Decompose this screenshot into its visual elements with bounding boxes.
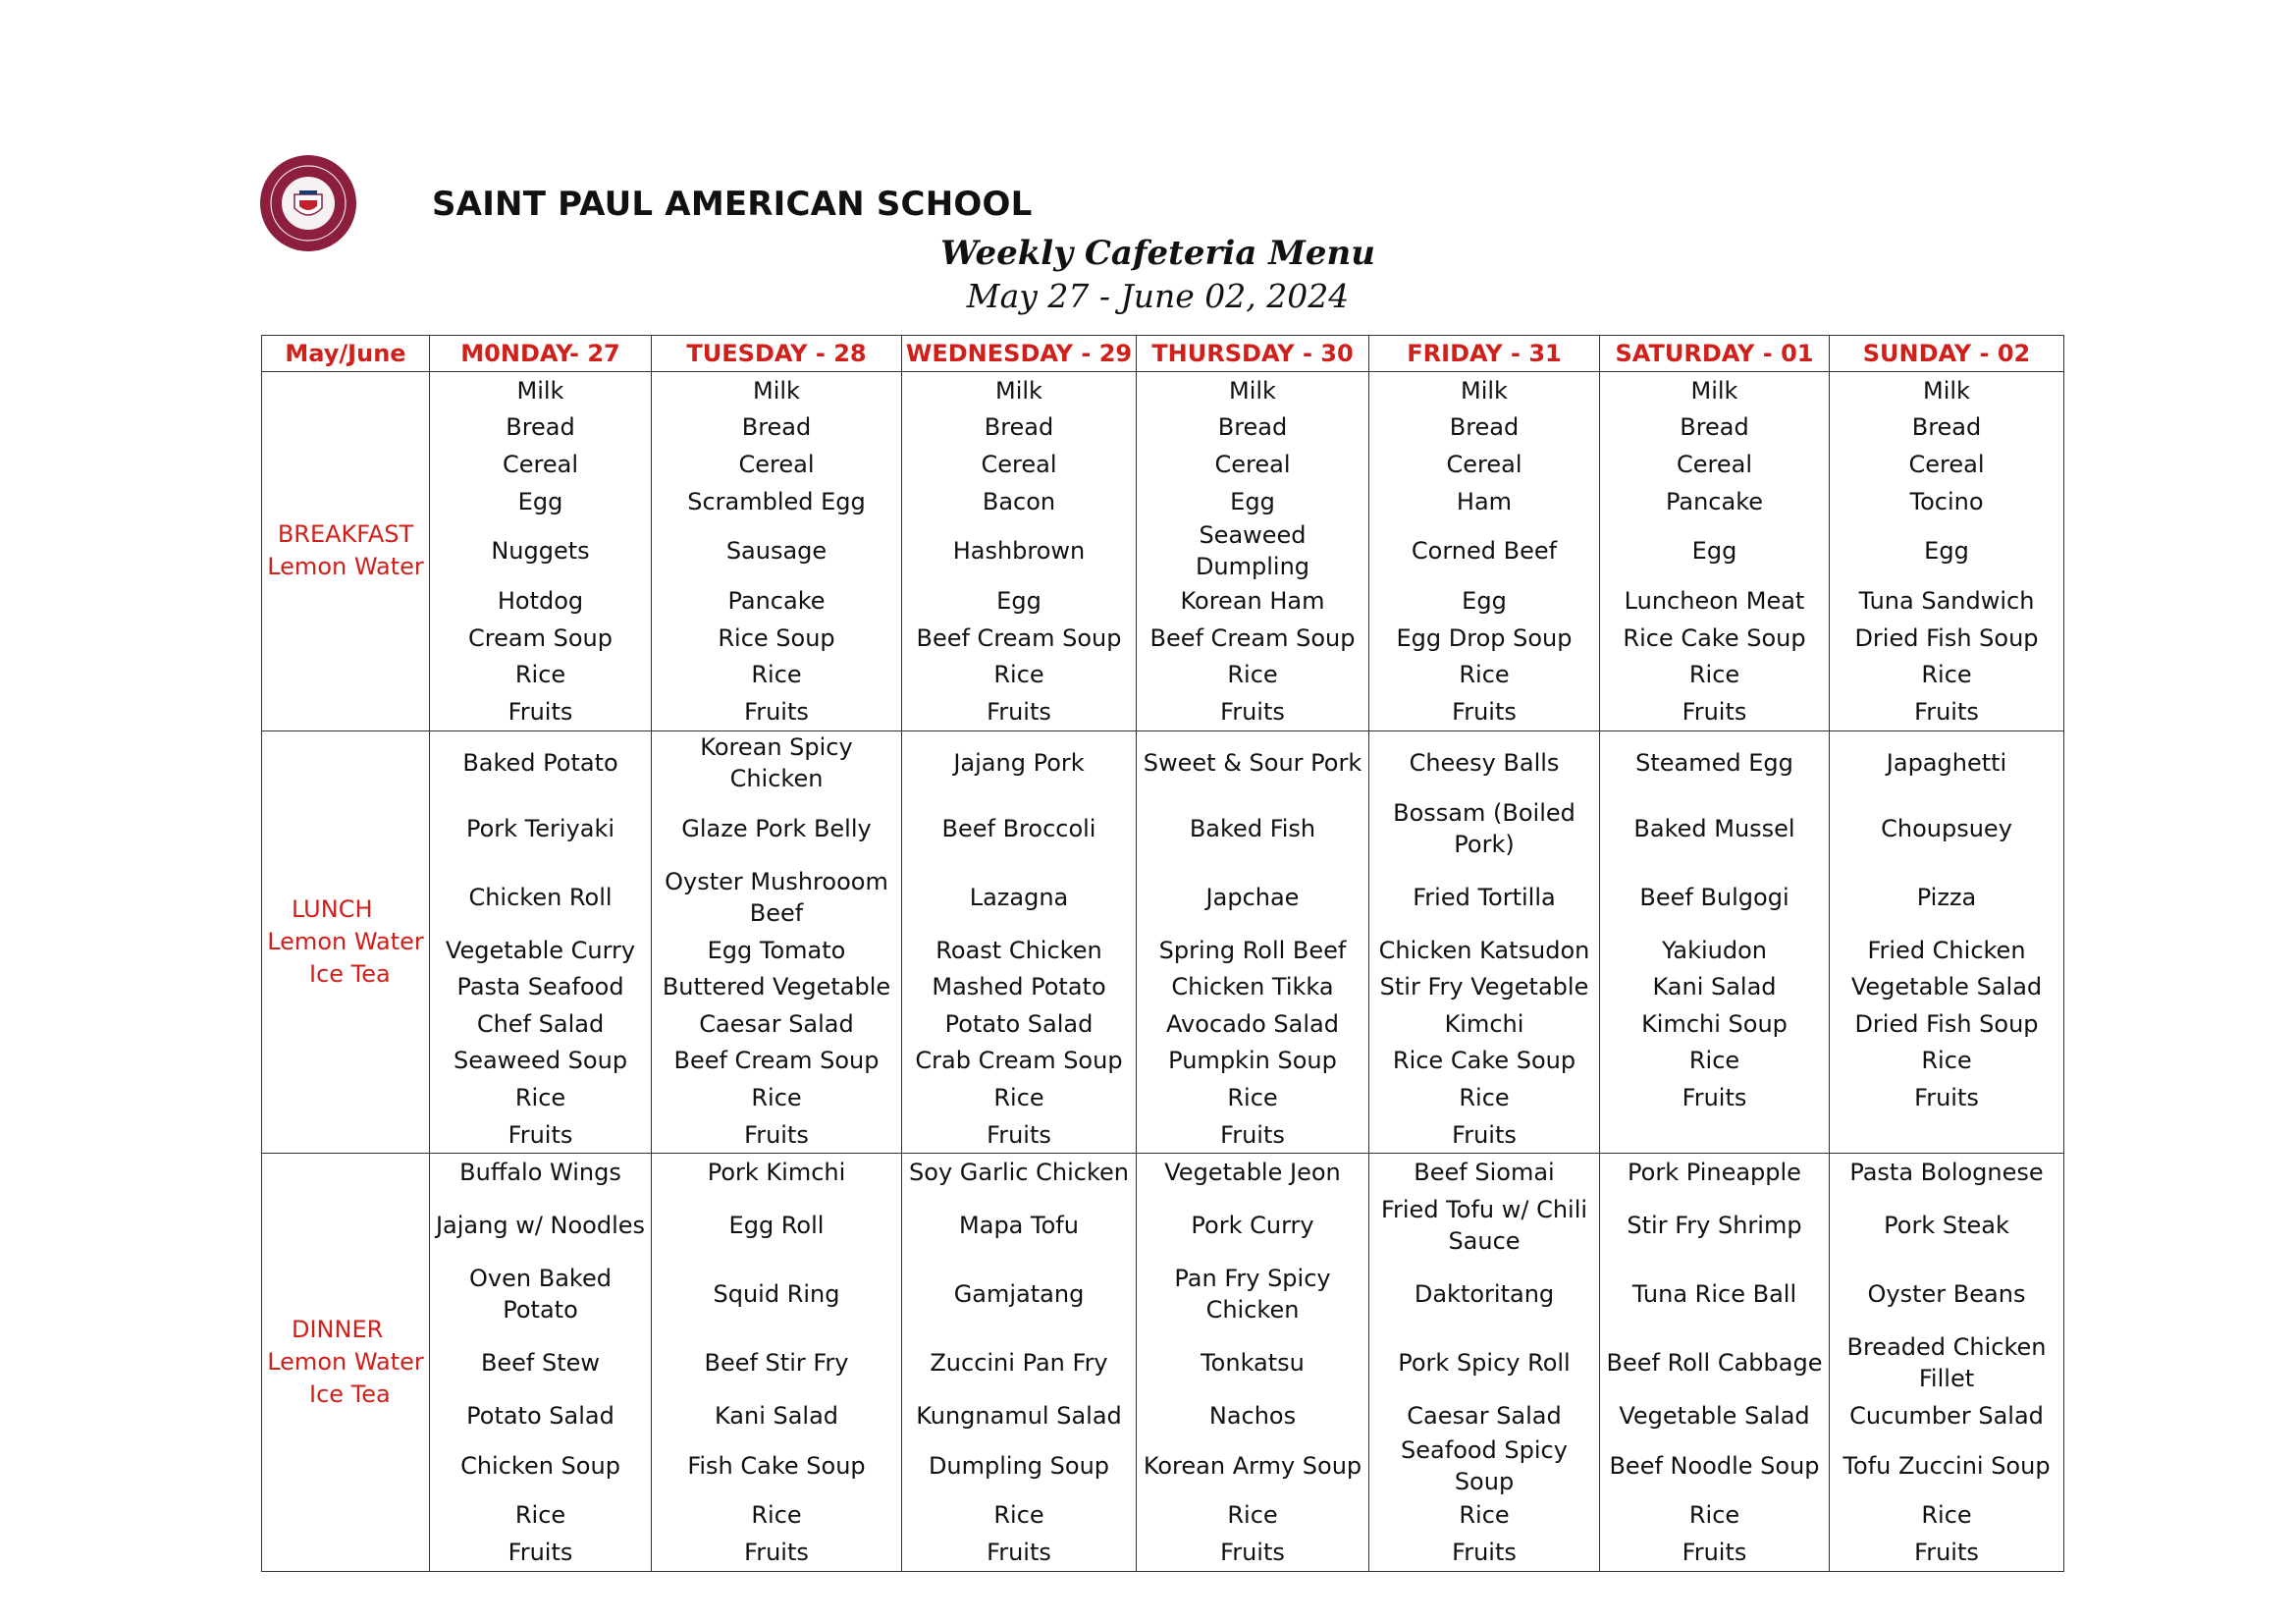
- menu-item: Pasta Bolognese: [1830, 1154, 2064, 1191]
- menu-item: Fruits: [902, 1534, 1137, 1571]
- menu-item: Crab Cream Soup: [902, 1043, 1137, 1080]
- menu-item: Egg Roll: [652, 1191, 902, 1260]
- menu-item: Sausage: [652, 519, 902, 582]
- menu-item: Korean Army Soup: [1137, 1434, 1369, 1497]
- menu-item: Rice: [1830, 657, 2064, 694]
- menu-item: Chicken Soup: [430, 1434, 652, 1497]
- lunch-label: [262, 730, 430, 1154]
- menu-item: Fruits: [652, 1534, 902, 1571]
- menu-item: Fruits: [652, 693, 902, 730]
- menu-item: Rice: [902, 657, 1137, 694]
- menu-item: Pumpkin Soup: [1137, 1043, 1369, 1080]
- menu-item: Beef Siomai: [1369, 1154, 1600, 1191]
- menu-item: Seaweed Dumpling: [1137, 519, 1369, 582]
- menu-item: Vegetable Curry: [430, 932, 652, 969]
- menu-item: Egg: [1137, 483, 1369, 520]
- menu-item: Vegetable Jeon: [1137, 1154, 1369, 1191]
- menu-row: [262, 932, 2064, 969]
- menu-row: [262, 794, 2064, 863]
- menu-item: Cereal: [652, 446, 902, 483]
- menu-item: Soy Garlic Chicken: [902, 1154, 1137, 1191]
- menu-item: Ham: [1369, 483, 1600, 520]
- menu-item: Seafood Spicy Soup: [1369, 1434, 1600, 1497]
- menu-item: Bread: [430, 409, 652, 447]
- menu-item: Bread: [902, 409, 1137, 447]
- menu-item: Caesar Salad: [1369, 1397, 1600, 1434]
- menu-item: Seaweed Soup: [430, 1043, 652, 1080]
- menu-row: [262, 620, 2064, 657]
- menu-item: Beef Noodle Soup: [1600, 1434, 1830, 1497]
- menu-item: Breaded Chicken Fillet: [1830, 1328, 2064, 1397]
- menu-item: Pork Kimchi: [652, 1154, 902, 1191]
- menu-item: Fish Cake Soup: [652, 1434, 902, 1497]
- menu-item: Cereal: [1600, 446, 1830, 483]
- menu-item: [1830, 1116, 2064, 1154]
- menu-item: Avocado Salad: [1137, 1005, 1369, 1043]
- menu-item: Cheesy Balls: [1369, 730, 1600, 794]
- menu-item: Sweet & Sour Pork: [1137, 730, 1369, 794]
- menu-item: [1600, 1116, 1830, 1154]
- menu-item: Kimchi Soup: [1600, 1005, 1830, 1043]
- menu-item: Rice Cake Soup: [1369, 1043, 1600, 1080]
- menu-item: Glaze Pork Belly: [652, 794, 902, 863]
- menu-item: Tocino: [1830, 483, 2064, 520]
- menu-item: Rice: [902, 1497, 1137, 1535]
- day-header: THURSDAY - 30: [1137, 336, 1369, 372]
- menu-item: Fruits: [430, 1534, 652, 1571]
- menu-row: [262, 693, 2064, 730]
- menu-item: Egg: [1369, 582, 1600, 620]
- menu-item: Rice: [1830, 1497, 2064, 1535]
- menu-item: Rice: [1369, 1079, 1600, 1116]
- menu-row: [262, 1434, 2064, 1497]
- menu-item: Pork Steak: [1830, 1191, 2064, 1260]
- day-header: SATURDAY - 01: [1600, 336, 1830, 372]
- menu-title: Weekly Cafeteria Menu: [940, 234, 1375, 273]
- lunch-label-line: Ice Tea: [309, 960, 391, 989]
- menu-item: Pork Curry: [1137, 1191, 1369, 1260]
- table-header-row: [262, 336, 2064, 372]
- menu-item: Rice Soup: [652, 620, 902, 657]
- menu-row: [262, 409, 2064, 447]
- menu-dates: May 27 - June 02, 2024: [966, 277, 1350, 315]
- menu-item: Zuccini Pan Fry: [902, 1328, 1137, 1397]
- menu-row: [262, 968, 2064, 1005]
- menu-row: [262, 519, 2064, 582]
- menu-item: Beef Roll Cabbage: [1600, 1328, 1830, 1397]
- day-header: FRIDAY - 31: [1369, 336, 1600, 372]
- breakfast-label-line: Lemon Water: [267, 553, 424, 581]
- breakfast-label-line: BREAKFAST: [277, 520, 414, 549]
- dinner-label-line: DINNER: [292, 1316, 384, 1343]
- menu-item: Rice: [1600, 1497, 1830, 1535]
- menu-item: Kimchi: [1369, 1005, 1600, 1043]
- menu-item: Vegetable Salad: [1830, 968, 2064, 1005]
- menu-item: Choupsuey: [1830, 794, 2064, 863]
- menu-item: Kani Salad: [1600, 968, 1830, 1005]
- menu-item: Stir Fry Shrimp: [1600, 1191, 1830, 1260]
- menu-item: Egg: [902, 582, 1137, 620]
- menu-item: Rice: [652, 657, 902, 694]
- menu-item: Pork Spicy Roll: [1369, 1328, 1600, 1397]
- menu-item: Fruits: [1137, 1534, 1369, 1571]
- menu-item: Baked Mussel: [1600, 794, 1830, 863]
- menu-item: Hotdog: [430, 582, 652, 620]
- menu-item: Rice Cake Soup: [1600, 620, 1830, 657]
- menu-item: Egg: [1830, 519, 2064, 582]
- menu-row: [262, 1116, 2064, 1154]
- menu-item: Oyster Mushrooom Beef: [652, 863, 902, 932]
- menu-item: Buffalo Wings: [430, 1154, 652, 1191]
- menu-item: Milk: [430, 372, 652, 409]
- day-header: TUESDAY - 28: [652, 336, 902, 372]
- menu-item: Rice: [1137, 1497, 1369, 1535]
- menu-item: Korean Ham: [1137, 582, 1369, 620]
- menu-item: Fruits: [1137, 1116, 1369, 1154]
- menu-item: Fried Chicken: [1830, 932, 2064, 969]
- menu-item: Cereal: [1137, 446, 1369, 483]
- menu-row: [262, 446, 2064, 483]
- dinner-label-line: Lemon Water: [267, 1348, 424, 1376]
- menu-row: [262, 1154, 2064, 1191]
- school-name: SAINT PAUL AMERICAN SCHOOL: [432, 185, 1033, 224]
- menu-item: Kani Salad: [652, 1397, 902, 1434]
- menu-item: Fruits: [902, 693, 1137, 730]
- menu-item: Dried Fish Soup: [1830, 620, 2064, 657]
- menu-row: [262, 1191, 2064, 1260]
- menu-item: Nachos: [1137, 1397, 1369, 1434]
- menu-item: Potato Salad: [902, 1005, 1137, 1043]
- menu-item: Egg: [1600, 519, 1830, 582]
- breakfast-label: [262, 372, 430, 731]
- menu-item: Bacon: [902, 483, 1137, 520]
- menu-item: Nuggets: [430, 519, 652, 582]
- menu-item: Fried Tofu w/ Chili Sauce: [1369, 1191, 1600, 1260]
- menu-item: Bread: [1600, 409, 1830, 447]
- menu-item: Beef Cream Soup: [652, 1043, 902, 1080]
- menu-item: Pancake: [652, 582, 902, 620]
- menu-row: [262, 1497, 2064, 1535]
- menu-item: Bread: [1830, 409, 2064, 447]
- menu-item: Chicken Tikka: [1137, 968, 1369, 1005]
- corner-header: May/June: [262, 336, 430, 372]
- lunch-label-line: Lemon Water: [267, 928, 424, 956]
- menu-item: Baked Potato: [430, 730, 652, 794]
- menu-item: Rice: [902, 1079, 1137, 1116]
- menu-row: [262, 1043, 2064, 1080]
- menu-item: Fruits: [430, 1116, 652, 1154]
- menu-item: Beef Cream Soup: [902, 620, 1137, 657]
- menu-item: Korean Spicy Chicken: [652, 730, 902, 794]
- menu-body: [262, 372, 2064, 1572]
- menu-row: [262, 1005, 2064, 1043]
- menu-item: Milk: [902, 372, 1137, 409]
- menu-item: Beef Bulgogi: [1600, 863, 1830, 932]
- menu-item: Mapa Tofu: [902, 1191, 1137, 1260]
- menu-item: Egg Tomato: [652, 932, 902, 969]
- menu-row: [262, 1260, 2064, 1328]
- day-header: SUNDAY - 02: [1830, 336, 2064, 372]
- menu-row: [262, 657, 2064, 694]
- menu-item: Fruits: [1830, 1534, 2064, 1571]
- menu-row: [262, 372, 2064, 409]
- menu-item: Rice: [430, 1497, 652, 1535]
- menu-item: Beef Stew: [430, 1328, 652, 1397]
- menu-item: Bread: [1137, 409, 1369, 447]
- menu-item: Caesar Salad: [652, 1005, 902, 1043]
- menu-item: Fruits: [1600, 1079, 1830, 1116]
- menu-item: Milk: [1830, 372, 2064, 409]
- menu-item: Bread: [1369, 409, 1600, 447]
- menu-item: Chicken Roll: [430, 863, 652, 932]
- menu-item: Fruits: [430, 693, 652, 730]
- dinner-label-line: Ice Tea: [309, 1380, 391, 1408]
- menu-item: Lazagna: [902, 863, 1137, 932]
- menu-item: Fruits: [1369, 1116, 1600, 1154]
- menu-item: Beef Stir Fry: [652, 1328, 902, 1397]
- menu-item: Milk: [1137, 372, 1369, 409]
- menu-row: [262, 1397, 2064, 1434]
- menu-item: Fruits: [1600, 693, 1830, 730]
- menu-item: Luncheon Meat: [1600, 582, 1830, 620]
- menu-row: [262, 863, 2064, 932]
- menu-item: Milk: [652, 372, 902, 409]
- menu-item: Baked Fish: [1137, 794, 1369, 863]
- menu-item: Fruits: [902, 1116, 1137, 1154]
- menu-item: Cereal: [1369, 446, 1600, 483]
- menu-item: Daktoritang: [1369, 1260, 1600, 1328]
- menu-item: Pizza: [1830, 863, 2064, 932]
- menu-item: Milk: [1369, 372, 1600, 409]
- menu-item: Egg: [430, 483, 652, 520]
- menu-item: Roast Chicken: [902, 932, 1137, 969]
- menu-item: Pancake: [1600, 483, 1830, 520]
- menu-item: Rice: [430, 1079, 652, 1116]
- menu-item: Beef Broccoli: [902, 794, 1137, 863]
- menu-row: [262, 483, 2064, 520]
- menu-item: Pork Teriyaki: [430, 794, 652, 863]
- menu-item: Chef Salad: [430, 1005, 652, 1043]
- menu-row: [262, 1079, 2064, 1116]
- menu-item: Jajang Pork: [902, 730, 1137, 794]
- weekly-menu-table: [261, 335, 2064, 1572]
- menu-item: Cereal: [430, 446, 652, 483]
- menu-row: [262, 1534, 2064, 1571]
- menu-item: Buttered Vegetable: [652, 968, 902, 1005]
- menu-item: Kungnamul Salad: [902, 1397, 1137, 1434]
- menu-item: Rice: [1137, 657, 1369, 694]
- menu-item: Pork Pineapple: [1600, 1154, 1830, 1191]
- menu-item: Tuna Sandwich: [1830, 582, 2064, 620]
- menu-item: Fruits: [652, 1116, 902, 1154]
- menu-item: Scrambled Egg: [652, 483, 902, 520]
- menu-item: Fruits: [1830, 1079, 2064, 1116]
- menu-item: Fried Tortilla: [1369, 863, 1600, 932]
- menu-item: Milk: [1600, 372, 1830, 409]
- menu-item: Japchae: [1137, 863, 1369, 932]
- menu-item: Steamed Egg: [1600, 730, 1830, 794]
- menu-item: Pan Fry Spicy Chicken: [1137, 1260, 1369, 1328]
- day-header: M0NDAY- 27: [430, 336, 652, 372]
- menu-item: Bread: [652, 409, 902, 447]
- menu-item: Cereal: [1830, 446, 2064, 483]
- menu-item: Gamjatang: [902, 1260, 1137, 1328]
- menu-item: Rice: [430, 657, 652, 694]
- menu-item: Fruits: [1830, 693, 2064, 730]
- menu-item: Yakiudon: [1600, 932, 1830, 969]
- menu-item: Pasta Seafood: [430, 968, 652, 1005]
- menu-item: Egg Drop Soup: [1369, 620, 1600, 657]
- dinner-label: [262, 1154, 430, 1571]
- menu-item: Fruits: [1600, 1534, 1830, 1571]
- menu-item: Rice: [1600, 657, 1830, 694]
- day-header: WEDNESDAY - 29: [902, 336, 1137, 372]
- menu-item: Japaghetti: [1830, 730, 2064, 794]
- menu-item: Bossam (Boiled Pork): [1369, 794, 1600, 863]
- menu-item: Corned Beef: [1369, 519, 1600, 582]
- menu-item: Dumpling Soup: [902, 1434, 1137, 1497]
- menu-item: Fruits: [1369, 693, 1600, 730]
- menu-item: Fruits: [1137, 693, 1369, 730]
- menu-item: Squid Ring: [652, 1260, 902, 1328]
- menu-item: Oyster Beans: [1830, 1260, 2064, 1328]
- menu-item: Vegetable Salad: [1600, 1397, 1830, 1434]
- menu-item: Potato Salad: [430, 1397, 652, 1434]
- menu-item: Spring Roll Beef: [1137, 932, 1369, 969]
- menu-item: Tonkatsu: [1137, 1328, 1369, 1397]
- lunch-label-line: LUNCH: [292, 895, 373, 924]
- menu-item: Cereal: [902, 446, 1137, 483]
- menu-row: [262, 1328, 2064, 1397]
- menu-item: Hashbrown: [902, 519, 1137, 582]
- menu-item: Rice: [1830, 1043, 2064, 1080]
- menu-item: Oven Baked Potato: [430, 1260, 652, 1328]
- menu-item: Stir Fry Vegetable: [1369, 968, 1600, 1005]
- menu-item: Cucumber Salad: [1830, 1397, 2064, 1434]
- menu-item: Rice: [1369, 657, 1600, 694]
- menu-item: Dried Fish Soup: [1830, 1005, 2064, 1043]
- menu-item: Tofu Zuccini Soup: [1830, 1434, 2064, 1497]
- menu-item: Rice: [1369, 1497, 1600, 1535]
- menu-item: Jajang w/ Noodles: [430, 1191, 652, 1260]
- menu-item: Tuna Rice Ball: [1600, 1260, 1830, 1328]
- menu-item: Rice: [1137, 1079, 1369, 1116]
- menu-row: [262, 730, 2064, 794]
- menu-item: Fruits: [1369, 1534, 1600, 1571]
- menu-item: Chicken Katsudon: [1369, 932, 1600, 969]
- menu-item: Rice: [1600, 1043, 1830, 1080]
- menu-item: Rice: [652, 1079, 902, 1116]
- menu-item: Rice: [652, 1497, 902, 1535]
- menu-item: Mashed Potato: [902, 968, 1137, 1005]
- menu-item: Cream Soup: [430, 620, 652, 657]
- menu-row: [262, 582, 2064, 620]
- menu-item: Beef Cream Soup: [1137, 620, 1369, 657]
